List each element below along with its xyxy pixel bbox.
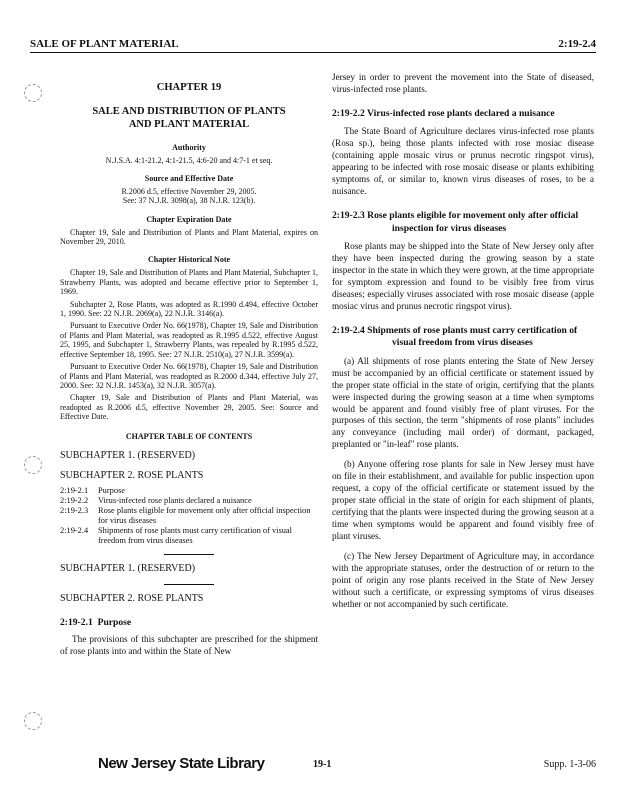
source-label: Source and Effective Date <box>144 174 234 184</box>
chapter-title: SALE AND DISTRIBUTION OF PLANTS AND PLANT MATERIAL <box>92 105 286 130</box>
subchapter-1-heading: SUBCHAPTER 1. (RESERVED) <box>60 563 196 575</box>
section-heading: 2:19-2.4 Shipments of rose plants must carry certification of visual freedom from virus diseases <box>332 324 578 349</box>
section-text: Rose plants may be shipped into the State of New Jersey only after they have been inspected during the growing season by a state inspector in the state in which they were grown, at the time appropriate for symptom expression and found to be visibly free from virus diseases; especially viruses associated with rose mosaic disease (apple mosiac virus and prunus necrotic ringspot virus). <box>332 241 594 311</box>
header-title: SALE OF PLANT MATERIAL <box>30 38 179 50</box>
header-section: 2:19-2.4 <box>558 38 596 50</box>
continued-text: Jersey in order to prevent the movement into the State of diseased, virus-infected rose plants. <box>332 72 594 94</box>
page-footer <box>30 752 596 772</box>
divider <box>164 554 214 555</box>
expiration-text: Chapter 19, Sale and Distribution of Plants and Plant Material, expires on November 29, 2010. <box>60 227 318 247</box>
authority-text: N.J.S.A. 4:1-21.2, 4:1-21.5, 4:6-20 and 4:7-1 et seq. <box>105 155 273 165</box>
toc-subchapter-1: SUBCHAPTER 1. (RESERVED) <box>60 449 196 461</box>
page-number: 19-1 <box>313 759 332 770</box>
library-logo: New Jersey State Library <box>98 755 265 772</box>
toc-entry: 2:19-2.1 Purpose <box>60 485 125 495</box>
history-note: Pursuant to Executive Order No. 66(1978), Chapter 19, Sale and Distribution of Plants and Plant Material, was readopted as R.2000 d.344, effective July 27, 2000. See: 32 N.J.R. 1453(a), 32 N.J.R. 3057(a). <box>60 362 318 391</box>
toc-entry: 2:19-2.3 Rose plants eligible for movement only after official inspection for virus diseases <box>60 506 311 526</box>
toc-entry: 2:19-2.4 Shipments of rose plants must carry certification of visual freedom from virus diseases <box>60 526 292 546</box>
divider <box>164 584 214 585</box>
toc-label: CHAPTER TABLE OF CONTENTS <box>125 431 253 441</box>
history-note: Subchapter 2, Rose Plants, was adopted as R.1990 d.494, effective October 1, 1990. See: 22 N.J.R. 2069(a), 22 N.J.R. 3146(a). <box>60 299 318 318</box>
punch-hole-icon <box>24 712 42 730</box>
punch-hole-icon <box>24 456 42 474</box>
section-text: The State Board of Agriculture declares virus-infected rose plants (Rosa sp.), being those plants infected with rose mosiac disease (containing apple mosaic virus or prunus necrotic ringspot virus), appearing to be infected with rose mosaic disease or plants exhibiting symptoms of, or similar to, known virus diseases of roses, to be a nuisance. <box>332 126 594 197</box>
supplement-date: Supp. 1-3-06 <box>543 759 596 770</box>
authority-label: Authority <box>172 143 206 153</box>
history-label: Chapter Historical Note <box>147 255 231 265</box>
chapter-number: CHAPTER 19 <box>156 82 222 93</box>
history-note: Chapter 19, Sale and Distribution of Plants and Plant Material, was readopted as R.2006 d.5, effective November 29, 2005. See: Source and Effective Date. <box>60 393 318 422</box>
subsection-a: (a) All shipments of rose plants entering the State of New Jersey must be accompanied by an official certificate or statement issued by the proper state official in the state of origin, certifying that the plants were inspected during the growing season at a time when symptoms would be apparent and found visibly free of plant viruses. For the purposes of this section, the term "shipments of rose plants" includes any conveyance (including mail order) of dormant, packaged, preplanted or "in-leaf" rose plants. <box>332 355 594 450</box>
history-note: Chapter 19, Sale and Distribution of Plants and Plant Material, Subchapter 1, Strawberry Plants, was adopted and became effective prior to September 1, 1969. <box>60 268 318 297</box>
section-text: The provisions of this subchapter are prescribed for the shipment of rose plants into and within the State of New <box>60 634 318 657</box>
running-header <box>30 36 596 53</box>
expiration-label: Chapter Expiration Date <box>146 214 232 224</box>
history-note: Pursuant to Executive Order No. 66(1978), Chapter 19, Sale and Distribution of Plants and Plant Material, was readopted as R.1995 d.522, effective August 25, 1995, and Subchapter 1, Strawberry Plants, was repealed by R.1995 d.522, effective September 18, 1995. See: 27 N.J.R. 2510(a), 27 N.J.R. 3599(a). <box>60 321 318 359</box>
source-line-2: See: 37 N.J.R. 3098(a), 38 N.J.R. 123(b). <box>122 196 256 206</box>
right-column <box>332 72 594 619</box>
source-line-1: R.2006 d.5, effective November 29, 2005. <box>121 186 257 196</box>
punch-hole-icon <box>24 84 42 102</box>
subchapter-2-heading: SUBCHAPTER 2. ROSE PLANTS <box>60 592 204 604</box>
subsection-c: (c) The New Jersey Department of Agriculture may, in accordance with the appropriate statuses, order the destruction of or return to the point of origin any rose plants received in the State of New Jersey without such a certificate, or expressing symptoms of virus diseases whether or not accompanied by such certificate. <box>332 550 594 609</box>
toc-entry: 2:19-2.2 Virus-infected rose plants declared a nuisance <box>60 496 252 505</box>
toc-subchapter-2: SUBCHAPTER 2. ROSE PLANTS <box>60 469 204 481</box>
section-heading: 2:19-2.2 Virus-infected rose plants declared a nuisance <box>332 107 555 119</box>
section-heading: 2:19-2.1 Purpose <box>60 616 132 628</box>
section-heading: 2:19-2.3 Rose plants eligible for movement only after official inspection for virus diseases <box>332 210 579 234</box>
subsection-b: (b) Anyone offering rose plants for sale in New Jersey must have on file in their establishment, and available for public inspection upon request, a copy of the official certificate or statement issued by the proper state official in the state of origin for each shipment of plants, certifying that the plants were inspected during the growing season at a time when symptoms would be apparent and found visibly free of plant viruses. <box>332 459 594 542</box>
left-column <box>60 72 318 666</box>
